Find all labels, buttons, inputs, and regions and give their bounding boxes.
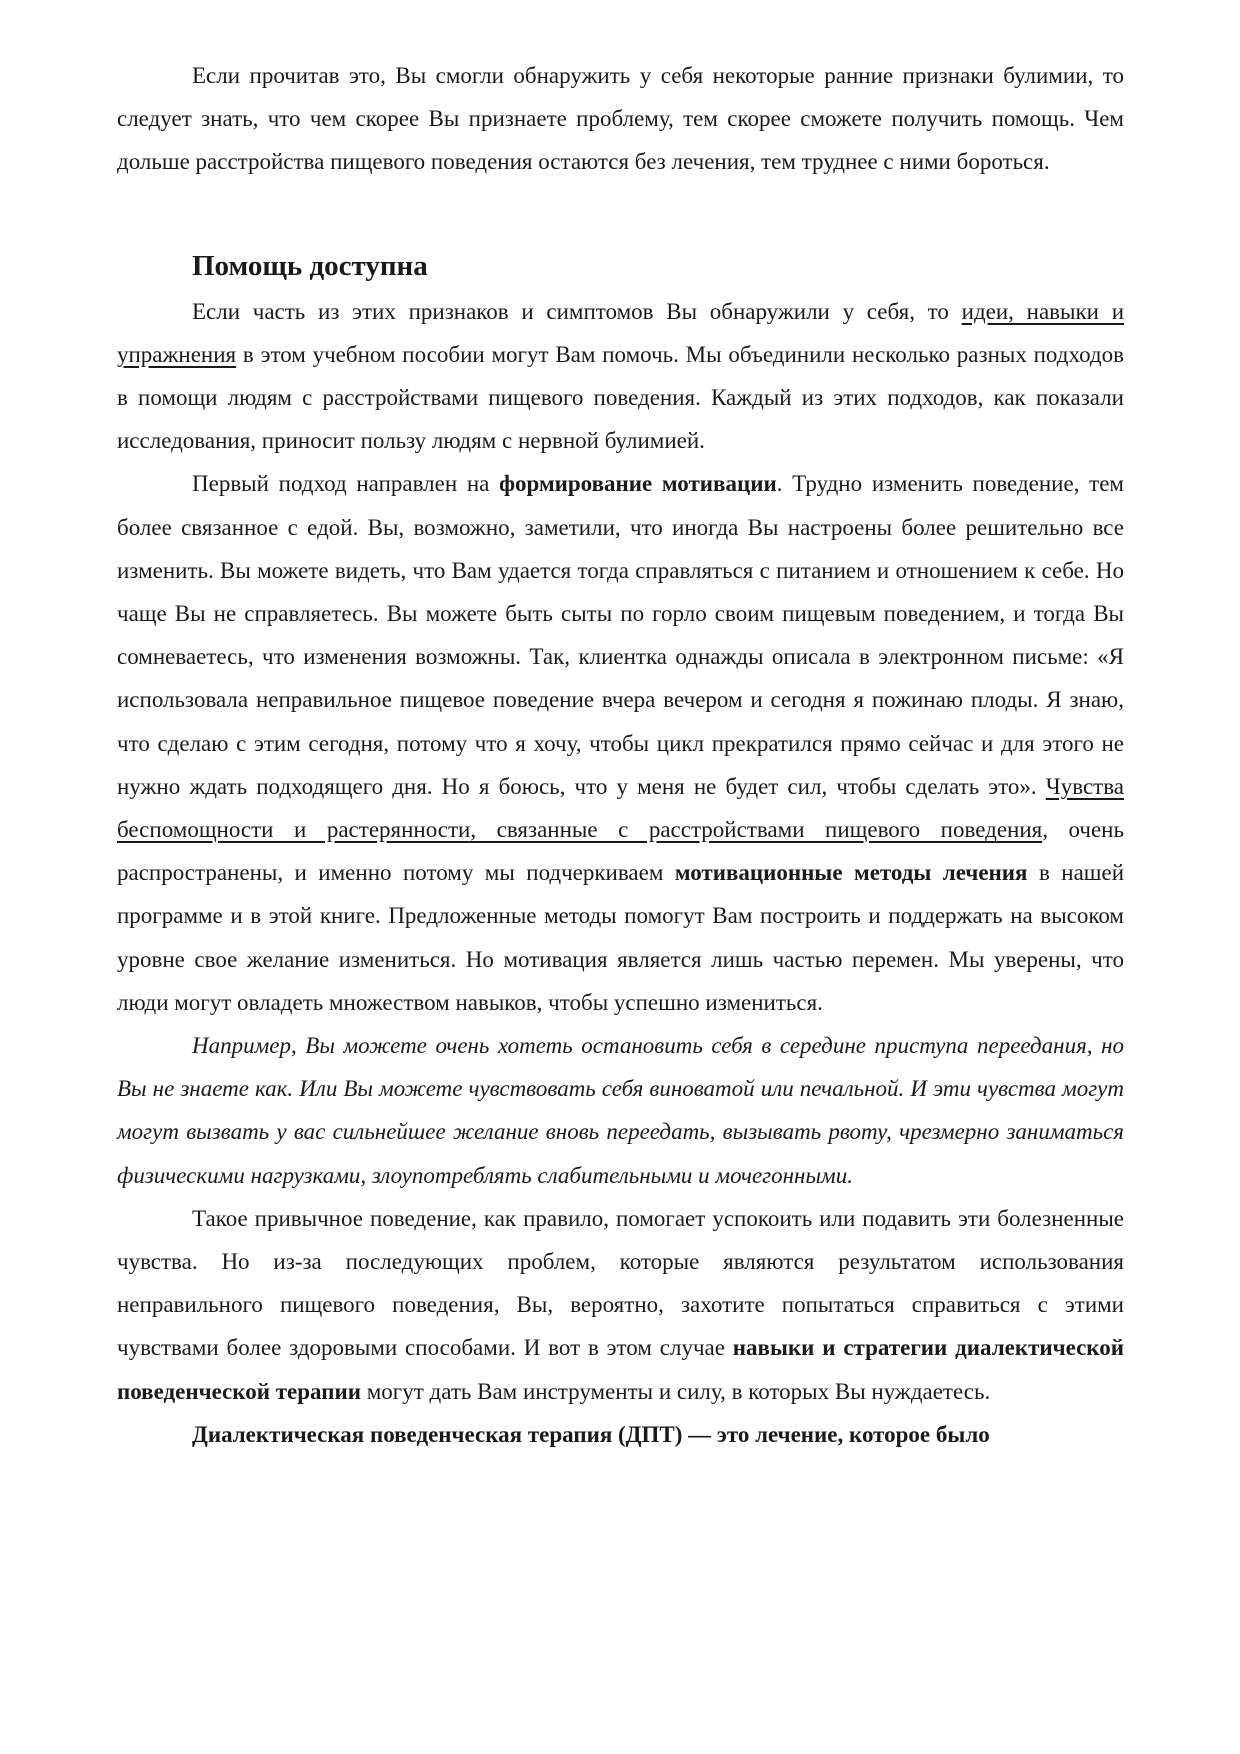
paragraph-help-text-a: Если часть из этих признаков и симптомов Вы обнаружили у себя, то [192, 298, 962, 324]
paragraph-dbt-text: Диалектическая поведенческая терапия (ДПТ) — это лечение, которое было [192, 1421, 990, 1447]
paragraph-intro [117, 54, 1124, 184]
underlined-phrase-feelings: Чувства беспомощности и растерянности, связанные с расстройствами пищевого поведения [117, 773, 1124, 843]
paragraph-intro-text: Если прочитав это, Вы смогли обнаружить у себя некоторые ранние признаки булимии, то следует знать, что чем скорее Вы признаете проблему, тем скорее сможете получить помощь. Чем дольше расстройства пищевого поведения остаются без лечения, тем труднее с ними бороться. [117, 63, 1124, 175]
paragraph-help-text-b: в этом учебном пособии могут Вам помочь. Мы объединили несколько разных подходов в помощи людям с расстройствами пищевого поведения. Каждый из этих подходов, как показали исследования, приносит пользу людям с нервной булимией. [117, 341, 1124, 454]
paragraph-help [117, 290, 1124, 463]
paragraph-motivation-text-c: , очень распространены, и именно потому мы подчеркиваем [117, 817, 1124, 886]
bold-phrase-motivation: формирование мотивации [499, 471, 777, 497]
paragraph-dbt [117, 1413, 1124, 1456]
paragraph-behavior-text-a: Такое привычное поведение, как правило, помогает успокоить или подавить эти болезненные чувства. Но из-за последующих проблем, которые являются результатом использования неправильного пищевого поведения, Вы, вероятно, захотите попытаться справиться с этими чувствами более здоровыми способами. И вот в этом случае [117, 1205, 1124, 1361]
paragraph-behavior [117, 1197, 1124, 1413]
paragraph-behavior-text-b: могут дать Вам инструменты и силу, в которых Вы нуждаетесь. [360, 1378, 991, 1404]
paragraph-motivation-text-b: . Трудно изменить поведение, тем более связанное с едой. Вы, возможно, заметили, что иногда Вы настроены более решительно все изменить. Вы можете видеть, что Вам удается тогда справляться с питанием и отношением к себе. Но чаще Вы не справляетесь. Вы можете быть сыты по горло своим пищевым поведением, и тогда Вы сомневаетесь, что изменения возможны. Так, клиентка однажды описала в электронном письме: «Я использовала неправильное пищевое поведение вчера вечером и сегодня я пожинаю плоды. Я знаю, что сделаю с этим сегодня, потому что я хочу, чтобы цикл прекратился прямо сейчас и для этого не нужно ждать подходящего дня. Но я боюсь, что у меня не будет сил, чтобы сделать это». [117, 471, 1124, 799]
paragraph-example [117, 1024, 1124, 1197]
bold-phrase-dbt-skills: навыки и стратегии диалектической поведенческой терапии [117, 1335, 1124, 1404]
paragraph-motivation-text-d: в нашей программе и в этой книге. Предложенные методы помогут Вам построить и поддержать на высоком уровне свое желание измениться. Но мотивация является лишь частью перемен. Мы уверены, что люди могут овладеть множеством навыков, чтобы успешно измениться. [117, 860, 1125, 1015]
paragraph-motivation-text-a: Первый подход направлен на [192, 471, 500, 497]
underlined-phrase-ideas: идеи, навыки и упражнения [117, 298, 1124, 367]
paragraph-motivation [117, 462, 1124, 1024]
paragraph-example-text: Например, Вы можете очень хотеть остановить себя в середине приступа переедания, но Вы не знаете как. Или Вы можете чувствовать себя виноватой или печальной. И эти чувства могут могут вызвать у вас сильнейшее желание вновь переедать, вызывать рвоту, чрезмерно заниматься физическими нагрузками, злоупотреблять слабительными и мочегонными. [117, 1033, 1124, 1188]
bold-phrase-methods: мотивационные методы лечения [674, 860, 1028, 886]
section-heading: Помощь доступна [192, 249, 428, 282]
document-page [117, 54, 1124, 1456]
